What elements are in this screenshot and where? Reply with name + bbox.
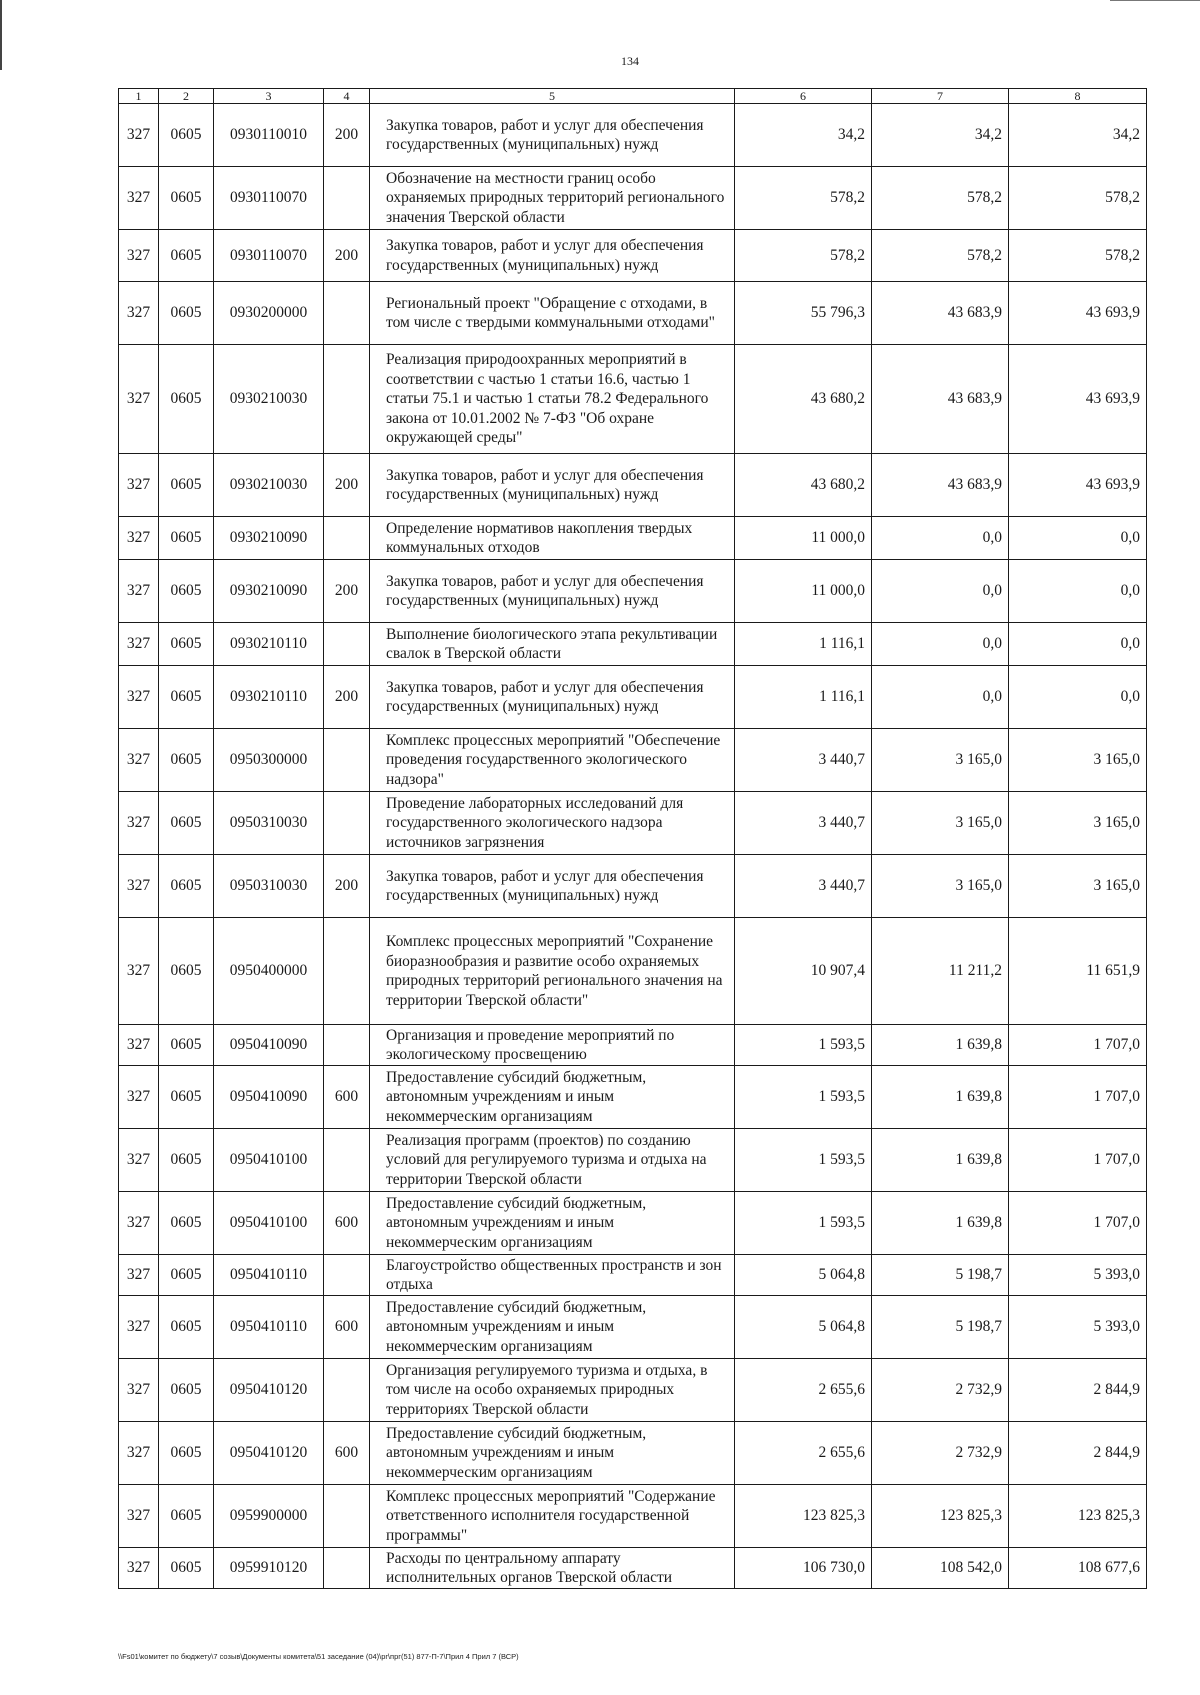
cell-expense-type <box>324 282 370 345</box>
cell-amount-year2: 0,0 <box>872 560 1009 623</box>
column-header: 3 <box>214 89 324 104</box>
cell-amount-year1: 11 000,0 <box>735 517 872 560</box>
cell-amount-year2: 108 542,0 <box>872 1548 1009 1589</box>
cell-admin-code: 327 <box>119 230 159 282</box>
cell-description: Предоставление субсидий бюджетным, автономным учреждениям и иным некоммерческим организациям <box>370 1066 735 1129</box>
cell-section-code: 0605 <box>159 1359 214 1422</box>
cell-section-code: 0605 <box>159 1422 214 1485</box>
table-row <box>119 623 1147 666</box>
cell-amount-year2: 3 165,0 <box>872 729 1009 792</box>
cell-section-code: 0605 <box>159 855 214 918</box>
cell-amount-year1: 55 796,3 <box>735 282 872 345</box>
cell-amount-year1: 1 593,5 <box>735 1129 872 1192</box>
cell-section-code: 0605 <box>159 623 214 666</box>
cell-expense-type <box>324 1129 370 1192</box>
table-row <box>119 230 1147 282</box>
table-row <box>119 918 1147 1025</box>
table-row <box>119 1066 1147 1129</box>
cell-section-code: 0605 <box>159 918 214 1025</box>
cell-admin-code: 327 <box>119 1485 159 1548</box>
cell-amount-year3: 1 707,0 <box>1009 1192 1147 1255</box>
cell-amount-year2: 578,2 <box>872 167 1009 230</box>
column-header: 8 <box>1009 89 1147 104</box>
cell-amount-year1: 5 064,8 <box>735 1255 872 1296</box>
cell-amount-year1: 2 655,6 <box>735 1359 872 1422</box>
cell-amount-year3: 1 707,0 <box>1009 1129 1147 1192</box>
cell-amount-year3: 43 693,9 <box>1009 282 1147 345</box>
cell-amount-year2: 3 165,0 <box>872 792 1009 855</box>
cell-target-code: 0930210090 <box>214 560 324 623</box>
table-row <box>119 345 1147 454</box>
cell-target-code: 0959910120 <box>214 1548 324 1589</box>
cell-amount-year2: 578,2 <box>872 230 1009 282</box>
table-row <box>119 1192 1147 1255</box>
cell-description: Предоставление субсидий бюджетным, автономным учреждениям и иным некоммерческим организациям <box>370 1296 735 1359</box>
cell-admin-code: 327 <box>119 1192 159 1255</box>
cell-section-code: 0605 <box>159 729 214 792</box>
cell-description: Реализация природоохранных мероприятий в соответствии с частью 1 статьи 16.6, частью 1 статьи 75.1 и частью 1 статьи 78.2 Федерального закона от 10.01.2002 № 7-ФЗ "Об охране окружающей среды" <box>370 345 735 454</box>
cell-amount-year1: 5 064,8 <box>735 1296 872 1359</box>
cell-amount-year1: 3 440,7 <box>735 792 872 855</box>
cell-amount-year3: 578,2 <box>1009 167 1147 230</box>
cell-section-code: 0605 <box>159 666 214 729</box>
cell-amount-year2: 1 639,8 <box>872 1192 1009 1255</box>
cell-section-code: 0605 <box>159 230 214 282</box>
cell-description: Предоставление субсидий бюджетным, автономным учреждениям и иным некоммерческим организациям <box>370 1422 735 1485</box>
cell-expense-type <box>324 345 370 454</box>
cell-description: Предоставление субсидий бюджетным, автономным учреждениям и иным некоммерческим организациям <box>370 1192 735 1255</box>
cell-amount-year2: 0,0 <box>872 517 1009 560</box>
cell-amount-year3: 2 844,9 <box>1009 1422 1147 1485</box>
cell-admin-code: 327 <box>119 104 159 167</box>
cell-description: Комплекс процессных мероприятий "Обеспечение проведения государственного экологического надзора" <box>370 729 735 792</box>
cell-amount-year1: 578,2 <box>735 167 872 230</box>
cell-amount-year3: 43 693,9 <box>1009 345 1147 454</box>
scan-edge-mark <box>1110 0 1200 1</box>
cell-amount-year2: 0,0 <box>872 666 1009 729</box>
cell-expense-type: 600 <box>324 1192 370 1255</box>
table-row <box>119 1359 1147 1422</box>
table-row <box>119 855 1147 918</box>
cell-expense-type: 600 <box>324 1296 370 1359</box>
cell-amount-year3: 0,0 <box>1009 517 1147 560</box>
table-row <box>119 282 1147 345</box>
cell-target-code: 0950410110 <box>214 1255 324 1296</box>
cell-section-code: 0605 <box>159 1129 214 1192</box>
cell-amount-year3: 0,0 <box>1009 560 1147 623</box>
cell-expense-type: 600 <box>324 1066 370 1129</box>
cell-amount-year3: 3 165,0 <box>1009 792 1147 855</box>
cell-amount-year1: 43 680,2 <box>735 454 872 517</box>
cell-admin-code: 327 <box>119 855 159 918</box>
cell-section-code: 0605 <box>159 104 214 167</box>
cell-description: Определение нормативов накопления твердых коммунальных отходов <box>370 517 735 560</box>
cell-expense-type: 200 <box>324 855 370 918</box>
cell-expense-type <box>324 729 370 792</box>
cell-description: Комплекс процессных мероприятий "Содержание ответственного исполнителя государственной программы" <box>370 1485 735 1548</box>
header-row <box>119 89 1147 104</box>
cell-expense-type <box>324 1485 370 1548</box>
cell-section-code: 0605 <box>159 1066 214 1129</box>
table-row <box>119 1025 1147 1066</box>
cell-amount-year1: 1 593,5 <box>735 1025 872 1066</box>
budget-table <box>118 88 1147 1589</box>
cell-section-code: 0605 <box>159 454 214 517</box>
cell-amount-year2: 5 198,7 <box>872 1255 1009 1296</box>
cell-description: Организация и проведение мероприятий по экологическому просвещению <box>370 1025 735 1066</box>
cell-section-code: 0605 <box>159 1485 214 1548</box>
cell-target-code: 0950410120 <box>214 1422 324 1485</box>
cell-amount-year1: 1 116,1 <box>735 666 872 729</box>
cell-description: Выполнение биологического этапа рекультивации свалок в Тверской области <box>370 623 735 666</box>
cell-amount-year1: 10 907,4 <box>735 918 872 1025</box>
cell-amount-year2: 1 639,8 <box>872 1066 1009 1129</box>
cell-section-code: 0605 <box>159 1192 214 1255</box>
cell-description: Закупка товаров, работ и услуг для обеспечения государственных (муниципальных) нужд <box>370 230 735 282</box>
table-row <box>119 167 1147 230</box>
cell-expense-type <box>324 792 370 855</box>
cell-amount-year1: 2 655,6 <box>735 1422 872 1485</box>
table-row <box>119 1296 1147 1359</box>
cell-amount-year2: 2 732,9 <box>872 1359 1009 1422</box>
cell-description: Региональный проект "Обращение с отходами, в том числе с твердыми коммунальными отходами" <box>370 282 735 345</box>
cell-target-code: 0950300000 <box>214 729 324 792</box>
cell-amount-year1: 1 116,1 <box>735 623 872 666</box>
cell-admin-code: 327 <box>119 1129 159 1192</box>
table-row <box>119 454 1147 517</box>
cell-description: Проведение лабораторных исследований для государственного экологического надзора источников загрязнения <box>370 792 735 855</box>
cell-amount-year2: 11 211,2 <box>872 918 1009 1025</box>
column-header: 2 <box>159 89 214 104</box>
cell-admin-code: 327 <box>119 454 159 517</box>
cell-amount-year2: 1 639,8 <box>872 1129 1009 1192</box>
cell-target-code: 0959900000 <box>214 1485 324 1548</box>
cell-description: Закупка товаров, работ и услуг для обеспечения государственных (муниципальных) нужд <box>370 666 735 729</box>
cell-amount-year3: 3 165,0 <box>1009 855 1147 918</box>
table-row <box>119 1548 1147 1589</box>
cell-amount-year3: 1 707,0 <box>1009 1025 1147 1066</box>
cell-admin-code: 327 <box>119 1548 159 1589</box>
cell-target-code: 0950400000 <box>214 918 324 1025</box>
cell-section-code: 0605 <box>159 1548 214 1589</box>
cell-expense-type <box>324 1025 370 1066</box>
cell-amount-year1: 43 680,2 <box>735 345 872 454</box>
cell-description: Закупка товаров, работ и услуг для обеспечения государственных (муниципальных) нужд <box>370 855 735 918</box>
cell-target-code: 0950310030 <box>214 792 324 855</box>
cell-amount-year1: 3 440,7 <box>735 855 872 918</box>
cell-admin-code: 327 <box>119 345 159 454</box>
cell-target-code: 0930110070 <box>214 167 324 230</box>
cell-target-code: 0950410090 <box>214 1025 324 1066</box>
cell-admin-code: 327 <box>119 729 159 792</box>
cell-amount-year1: 1 593,5 <box>735 1066 872 1129</box>
cell-amount-year2: 43 683,9 <box>872 454 1009 517</box>
table-row <box>119 1422 1147 1485</box>
cell-amount-year2: 1 639,8 <box>872 1025 1009 1066</box>
cell-expense-type <box>324 1359 370 1422</box>
footer-file-path: \\Fs01\комитет по бюджету\7 созыв\Документы комитета\51 заседание (04)\pr\прг(51) 877-П-7\Прил 4 Прил 7 (ВСР) <box>118 1652 519 1661</box>
cell-description: Организация регулируемого туризма и отдыха, в том числе на особо охраняемых природных территориях Тверской области <box>370 1359 735 1422</box>
cell-amount-year2: 2 732,9 <box>872 1422 1009 1485</box>
cell-description: Комплекс процессных мероприятий "Сохранение биоразнообразия и развитие особо охраняемых природных территорий регионального значения на территории Тверской области" <box>370 918 735 1025</box>
cell-amount-year3: 5 393,0 <box>1009 1255 1147 1296</box>
cell-amount-year3: 11 651,9 <box>1009 918 1147 1025</box>
cell-expense-type <box>324 517 370 560</box>
cell-target-code: 0930210030 <box>214 454 324 517</box>
cell-section-code: 0605 <box>159 1296 214 1359</box>
column-header: 6 <box>735 89 872 104</box>
cell-amount-year3: 43 693,9 <box>1009 454 1147 517</box>
cell-admin-code: 327 <box>119 167 159 230</box>
cell-expense-type: 200 <box>324 104 370 167</box>
cell-description: Реализация программ (проектов) по созданию условий для регулируемого туризма и отдыха на территории Тверской области <box>370 1129 735 1192</box>
cell-admin-code: 327 <box>119 1422 159 1485</box>
cell-amount-year3: 3 165,0 <box>1009 729 1147 792</box>
cell-target-code: 0930110070 <box>214 230 324 282</box>
column-header: 7 <box>872 89 1009 104</box>
cell-target-code: 0950410120 <box>214 1359 324 1422</box>
cell-amount-year3: 123 825,3 <box>1009 1485 1147 1548</box>
cell-expense-type <box>324 623 370 666</box>
table-row <box>119 1485 1147 1548</box>
cell-expense-type: 200 <box>324 560 370 623</box>
table-row <box>119 792 1147 855</box>
cell-expense-type: 200 <box>324 666 370 729</box>
cell-amount-year1: 106 730,0 <box>735 1548 872 1589</box>
cell-expense-type <box>324 1548 370 1589</box>
column-header: 4 <box>324 89 370 104</box>
cell-section-code: 0605 <box>159 792 214 855</box>
table-row <box>119 729 1147 792</box>
cell-target-code: 0950410100 <box>214 1129 324 1192</box>
cell-amount-year3: 108 677,6 <box>1009 1548 1147 1589</box>
cell-description: Обозначение на местности границ особо охраняемых природных территорий регионального значения Тверской области <box>370 167 735 230</box>
cell-amount-year2: 43 683,9 <box>872 345 1009 454</box>
cell-amount-year3: 0,0 <box>1009 666 1147 729</box>
cell-expense-type: 200 <box>324 230 370 282</box>
cell-description: Благоустройство общественных пространств и зон отдыха <box>370 1255 735 1296</box>
cell-amount-year3: 5 393,0 <box>1009 1296 1147 1359</box>
table-row <box>119 560 1147 623</box>
cell-target-code: 0930210090 <box>214 517 324 560</box>
table-row <box>119 666 1147 729</box>
cell-amount-year1: 578,2 <box>735 230 872 282</box>
cell-target-code: 0950310030 <box>214 855 324 918</box>
cell-expense-type: 200 <box>324 454 370 517</box>
cell-admin-code: 327 <box>119 1066 159 1129</box>
cell-amount-year1: 1 593,5 <box>735 1192 872 1255</box>
cell-expense-type <box>324 918 370 1025</box>
table-row <box>119 517 1147 560</box>
cell-admin-code: 327 <box>119 666 159 729</box>
table-row <box>119 104 1147 167</box>
cell-description: Закупка товаров, работ и услуг для обеспечения государственных (муниципальных) нужд <box>370 104 735 167</box>
cell-amount-year3: 34,2 <box>1009 104 1147 167</box>
cell-target-code: 0950410100 <box>214 1192 324 1255</box>
cell-description: Расходы по центральному аппарату исполнительных органов Тверской области <box>370 1548 735 1589</box>
cell-amount-year2: 34,2 <box>872 104 1009 167</box>
table-row <box>119 1129 1147 1192</box>
cell-description: Закупка товаров, работ и услуг для обеспечения государственных (муниципальных) нужд <box>370 454 735 517</box>
cell-amount-year2: 5 198,7 <box>872 1296 1009 1359</box>
cell-amount-year3: 578,2 <box>1009 230 1147 282</box>
cell-admin-code: 327 <box>119 792 159 855</box>
cell-section-code: 0605 <box>159 517 214 560</box>
cell-expense-type <box>324 167 370 230</box>
cell-amount-year3: 2 844,9 <box>1009 1359 1147 1422</box>
cell-admin-code: 327 <box>119 1255 159 1296</box>
cell-amount-year1: 123 825,3 <box>735 1485 872 1548</box>
cell-section-code: 0605 <box>159 1255 214 1296</box>
cell-amount-year2: 123 825,3 <box>872 1485 1009 1548</box>
cell-admin-code: 327 <box>119 560 159 623</box>
cell-section-code: 0605 <box>159 1025 214 1066</box>
table-row <box>119 1255 1147 1296</box>
cell-admin-code: 327 <box>119 282 159 345</box>
cell-expense-type <box>324 1255 370 1296</box>
cell-section-code: 0605 <box>159 167 214 230</box>
cell-amount-year1: 11 000,0 <box>735 560 872 623</box>
cell-expense-type: 600 <box>324 1422 370 1485</box>
cell-target-code: 0930110010 <box>214 104 324 167</box>
page-number: 134 <box>621 54 639 68</box>
cell-admin-code: 327 <box>119 1025 159 1066</box>
cell-admin-code: 327 <box>119 918 159 1025</box>
cell-amount-year2: 0,0 <box>872 623 1009 666</box>
cell-section-code: 0605 <box>159 282 214 345</box>
cell-target-code: 0930200000 <box>214 282 324 345</box>
table-body <box>119 104 1147 1589</box>
cell-amount-year1: 3 440,7 <box>735 729 872 792</box>
cell-amount-year3: 1 707,0 <box>1009 1066 1147 1129</box>
cell-description: Закупка товаров, работ и услуг для обеспечения государственных (муниципальных) нужд <box>370 560 735 623</box>
cell-target-code: 0950410090 <box>214 1066 324 1129</box>
cell-admin-code: 327 <box>119 623 159 666</box>
cell-admin-code: 327 <box>119 1359 159 1422</box>
cell-amount-year1: 34,2 <box>735 104 872 167</box>
column-header: 5 <box>370 89 735 104</box>
cell-amount-year2: 43 683,9 <box>872 282 1009 345</box>
cell-target-code: 0950410110 <box>214 1296 324 1359</box>
cell-section-code: 0605 <box>159 345 214 454</box>
cell-amount-year2: 3 165,0 <box>872 855 1009 918</box>
cell-target-code: 0930210110 <box>214 666 324 729</box>
column-header: 1 <box>119 89 159 104</box>
cell-amount-year3: 0,0 <box>1009 623 1147 666</box>
cell-section-code: 0605 <box>159 560 214 623</box>
cell-admin-code: 327 <box>119 1296 159 1359</box>
cell-target-code: 0930210110 <box>214 623 324 666</box>
cell-target-code: 0930210030 <box>214 345 324 454</box>
cell-admin-code: 327 <box>119 517 159 560</box>
